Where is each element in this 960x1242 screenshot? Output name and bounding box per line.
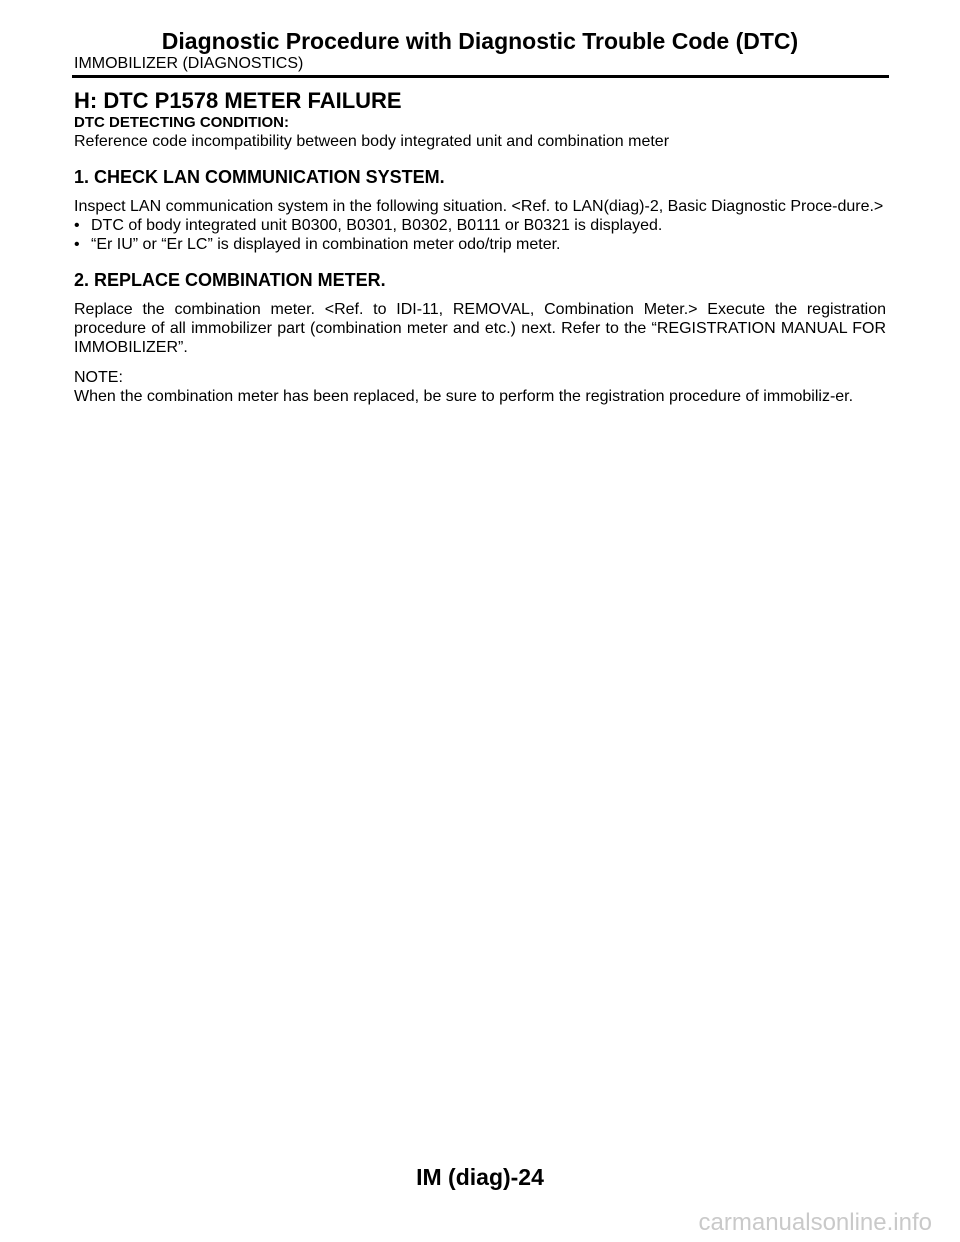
watermark: carmanualsonline.info [698,1209,932,1236]
bullet-marker: • [74,217,80,234]
bullet-text: “Er IU” or “Er LC” is displayed in combination meter odo/trip meter. [91,236,561,253]
detecting-condition-text: Reference code incompatibility between body integrated unit and combination meter [74,133,670,150]
step-1-heading: 1. CHECK LAN COMMUNICATION SYSTEM. [74,167,445,187]
bullet-text: DTC of body integrated unit B0300, B0301, B0302, B0111 or B0321 is displayed. [91,217,663,234]
bullet-marker: • [74,236,80,253]
step-1-bullet [74,216,886,235]
note-label: NOTE: [74,369,123,386]
step-1-bullet [74,235,886,254]
step-2-heading: 2. REPLACE COMBINATION METER. [74,270,386,290]
page-number: IM (diag)-24 [416,1164,544,1190]
note-text: When the combination meter has been replaced, be sure to perform the registration procedure of immobiliz-er. [74,388,854,405]
step-2-text: Replace the combination meter. <Ref. to IDI-11, REMOVAL, Combination Meter.> Execute the registration procedure of all immobilizer part (combination meter and etc.) next. Refer to the “REGISTRATION MANUAL FOR IMMOBILIZER”. [74,301,886,356]
step-1-intro: Inspect LAN communication system in the following situation. <Ref. to LAN(diag)-2, Basic Diagnostic Proce-dure.> [74,198,884,215]
page-header-section: IMMOBILIZER (DIAGNOSTICS) [74,55,304,72]
dtc-title: H: DTC P1578 METER FAILURE [74,88,402,113]
detecting-condition-label: DTC DETECTING CONDITION: [74,114,289,131]
page-header-title: Diagnostic Procedure with Diagnostic Trouble Code (DTC) [161,28,799,54]
header-divider [72,75,889,78]
main-content [74,88,886,406]
